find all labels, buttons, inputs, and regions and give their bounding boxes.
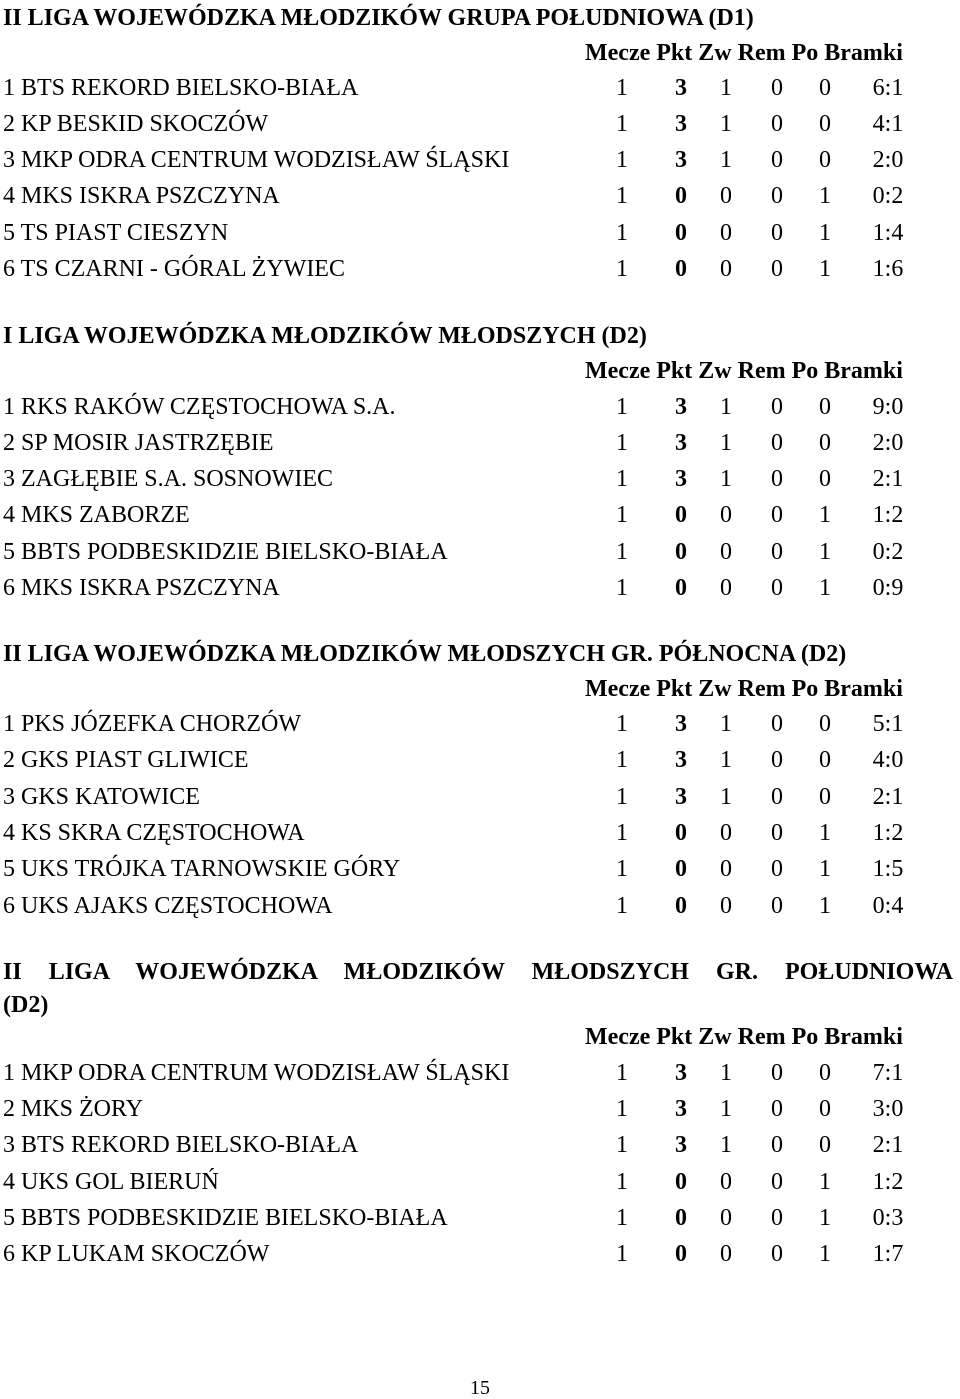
header-pkt: Pkt bbox=[656, 358, 693, 384]
rem-value: 0 bbox=[771, 256, 783, 282]
team-name: 6 UKS AJAKS CZĘSTOCHOWA bbox=[3, 893, 333, 919]
zw-value: 1 bbox=[720, 75, 732, 101]
rem-value: 0 bbox=[771, 147, 783, 173]
bramki-value: 0:3 bbox=[872, 1205, 904, 1231]
header-zw: Zw bbox=[698, 1024, 732, 1050]
team-name: 5 UKS TRÓJKA TARNOWSKIE GÓRY bbox=[3, 856, 401, 882]
team-name: 1 PKS JÓZEFKA CHORZÓW bbox=[3, 711, 302, 737]
bramki-value: 4:0 bbox=[872, 747, 904, 773]
header-po: Po bbox=[791, 40, 819, 66]
bramki-value: 9:0 bbox=[872, 394, 904, 420]
zw-value: 0 bbox=[720, 1169, 732, 1195]
team-name: 3 ZAGŁĘBIE S.A. SOSNOWIEC bbox=[3, 466, 333, 492]
bramki-value: 5:1 bbox=[872, 711, 904, 737]
team-name: 2 GKS PIAST GLIWICE bbox=[3, 747, 249, 773]
rem-value: 0 bbox=[771, 856, 783, 882]
rem-value: 0 bbox=[771, 1096, 783, 1122]
mecze-value: 1 bbox=[616, 75, 628, 101]
mecze-value: 1 bbox=[616, 856, 628, 882]
header-mecze: Mecze bbox=[585, 358, 651, 384]
rem-value: 0 bbox=[771, 183, 783, 209]
po-value: 1 bbox=[819, 1169, 831, 1195]
pkt-value: 0 bbox=[675, 575, 687, 601]
pkt-value: 0 bbox=[675, 893, 687, 919]
rem-value: 0 bbox=[771, 711, 783, 737]
zw-value: 0 bbox=[720, 856, 732, 882]
zw-value: 0 bbox=[720, 183, 732, 209]
po-value: 0 bbox=[819, 147, 831, 173]
table-row bbox=[0, 145, 960, 181]
header-po: Po bbox=[791, 1024, 819, 1050]
zw-value: 1 bbox=[720, 430, 732, 456]
header-zw: Zw bbox=[698, 676, 732, 702]
header-zw: Zw bbox=[698, 40, 732, 66]
table-row bbox=[0, 1058, 960, 1094]
po-value: 0 bbox=[819, 784, 831, 810]
team-name: 5 TS PIAST CIESZYN bbox=[3, 220, 229, 246]
zw-value: 1 bbox=[720, 394, 732, 420]
bramki-value: 2:1 bbox=[872, 784, 904, 810]
header-rem: Rem bbox=[737, 1024, 786, 1050]
team-name: 1 RKS RAKÓW CZĘSTOCHOWA S.A. bbox=[3, 394, 396, 420]
bramki-value: 0:2 bbox=[872, 183, 904, 209]
po-value: 0 bbox=[819, 466, 831, 492]
table-row bbox=[0, 854, 960, 890]
po-value: 1 bbox=[819, 183, 831, 209]
mecze-value: 1 bbox=[616, 1096, 628, 1122]
column-headers bbox=[585, 356, 903, 387]
rem-value: 0 bbox=[771, 111, 783, 137]
mecze-value: 1 bbox=[616, 394, 628, 420]
mecze-value: 1 bbox=[616, 502, 628, 528]
table-row bbox=[0, 709, 960, 745]
league-title: II LIGA WOJEWÓDZKA MŁODZIKÓW MŁODSZYCH GR. POŁUDNIOWA bbox=[3, 959, 953, 985]
po-value: 0 bbox=[819, 1096, 831, 1122]
po-value: 1 bbox=[819, 502, 831, 528]
team-name: 1 BTS REKORD BIELSKO-BIAŁA bbox=[3, 75, 359, 101]
bramki-value: 6:1 bbox=[872, 75, 904, 101]
header-rem: Rem bbox=[737, 40, 786, 66]
zw-value: 1 bbox=[720, 1132, 732, 1158]
pkt-value: 3 bbox=[675, 147, 687, 173]
rem-value: 0 bbox=[771, 747, 783, 773]
table-row bbox=[0, 464, 960, 500]
team-name: 2 KP BESKID SKOCZÓW bbox=[3, 111, 269, 137]
team-name: 6 KP LUKAM SKOCZÓW bbox=[3, 1241, 270, 1267]
column-headers bbox=[585, 38, 903, 69]
rem-value: 0 bbox=[771, 893, 783, 919]
rem-value: 0 bbox=[771, 575, 783, 601]
rem-value: 0 bbox=[771, 466, 783, 492]
header-rem: Rem bbox=[737, 676, 786, 702]
bramki-value: 1:2 bbox=[872, 502, 904, 528]
zw-value: 0 bbox=[720, 256, 732, 282]
team-name: 2 SP MOSIR JASTRZĘBIE bbox=[3, 430, 274, 456]
team-name: 6 MKS ISKRA PSZCZYNA bbox=[3, 575, 280, 601]
bramki-value: 2:0 bbox=[872, 147, 904, 173]
rem-value: 0 bbox=[771, 1132, 783, 1158]
header-bramki: Bramki bbox=[824, 1024, 903, 1050]
rem-value: 0 bbox=[771, 1241, 783, 1267]
zw-value: 1 bbox=[720, 711, 732, 737]
rem-value: 0 bbox=[771, 75, 783, 101]
pkt-value: 0 bbox=[675, 183, 687, 209]
mecze-value: 1 bbox=[616, 1241, 628, 1267]
po-value: 0 bbox=[819, 1132, 831, 1158]
rem-value: 0 bbox=[771, 430, 783, 456]
pkt-value: 3 bbox=[675, 394, 687, 420]
bramki-value: 7:1 bbox=[872, 1060, 904, 1086]
header-pkt: Pkt bbox=[656, 40, 693, 66]
zw-value: 0 bbox=[720, 502, 732, 528]
zw-value: 0 bbox=[720, 220, 732, 246]
po-value: 0 bbox=[819, 75, 831, 101]
column-headers bbox=[585, 674, 903, 705]
header-pkt: Pkt bbox=[656, 1024, 693, 1050]
po-value: 1 bbox=[819, 893, 831, 919]
mecze-value: 1 bbox=[616, 1169, 628, 1195]
bramki-value: 3:0 bbox=[872, 1096, 904, 1122]
po-value: 1 bbox=[819, 820, 831, 846]
column-headers bbox=[585, 1022, 903, 1053]
header-mecze: Mecze bbox=[585, 40, 651, 66]
rem-value: 0 bbox=[771, 1169, 783, 1195]
team-name: 3 GKS KATOWICE bbox=[3, 784, 200, 810]
pkt-value: 3 bbox=[675, 1132, 687, 1158]
mecze-value: 1 bbox=[616, 747, 628, 773]
mecze-value: 1 bbox=[616, 539, 628, 565]
pkt-value: 0 bbox=[675, 502, 687, 528]
table-row bbox=[0, 254, 960, 290]
league-title: II LIGA WOJEWÓDZKA MŁODZIKÓW GRUPA POŁUDNIOWA (D1) bbox=[3, 5, 754, 31]
bramki-value: 1:6 bbox=[872, 256, 904, 282]
zw-value: 0 bbox=[720, 893, 732, 919]
team-name: 5 BBTS PODBESKIDZIE BIELSKO-BIAŁA bbox=[3, 1205, 448, 1231]
team-name: 5 BBTS PODBESKIDZIE BIELSKO-BIAŁA bbox=[3, 539, 448, 565]
header-po: Po bbox=[791, 676, 819, 702]
zw-value: 1 bbox=[720, 111, 732, 137]
pkt-value: 0 bbox=[675, 1241, 687, 1267]
header-po: Po bbox=[791, 358, 819, 384]
bramki-value: 1:5 bbox=[872, 856, 904, 882]
zw-value: 0 bbox=[720, 820, 732, 846]
po-value: 0 bbox=[819, 1060, 831, 1086]
pkt-value: 0 bbox=[675, 220, 687, 246]
pkt-value: 0 bbox=[675, 539, 687, 565]
mecze-value: 1 bbox=[616, 820, 628, 846]
table-row bbox=[0, 537, 960, 573]
page-number: 15 bbox=[470, 1377, 490, 1399]
table-row bbox=[0, 1167, 960, 1203]
team-name: 6 TS CZARNI - GÓRAL ŻYWIEC bbox=[3, 256, 345, 282]
pkt-value: 3 bbox=[675, 784, 687, 810]
table-row bbox=[0, 109, 960, 145]
zw-value: 1 bbox=[720, 1060, 732, 1086]
header-zw: Zw bbox=[698, 358, 732, 384]
table-row bbox=[0, 573, 960, 609]
rem-value: 0 bbox=[771, 1060, 783, 1086]
pkt-value: 3 bbox=[675, 1096, 687, 1122]
mecze-value: 1 bbox=[616, 575, 628, 601]
bramki-value: 2:1 bbox=[872, 1132, 904, 1158]
po-value: 0 bbox=[819, 111, 831, 137]
table-row bbox=[0, 181, 960, 217]
po-value: 0 bbox=[819, 394, 831, 420]
zw-value: 0 bbox=[720, 1205, 732, 1231]
mecze-value: 1 bbox=[616, 147, 628, 173]
pkt-value: 3 bbox=[675, 111, 687, 137]
zw-value: 1 bbox=[720, 747, 732, 773]
mecze-value: 1 bbox=[616, 256, 628, 282]
team-name: 1 MKP ODRA CENTRUM WODZISŁAW ŚLĄSKI bbox=[3, 1060, 510, 1086]
pkt-value: 0 bbox=[675, 1205, 687, 1231]
mecze-value: 1 bbox=[616, 1060, 628, 1086]
table-row bbox=[0, 73, 960, 109]
pkt-value: 3 bbox=[675, 430, 687, 456]
pkt-value: 0 bbox=[675, 856, 687, 882]
pkt-value: 3 bbox=[675, 466, 687, 492]
pkt-value: 0 bbox=[675, 1169, 687, 1195]
bramki-value: 4:1 bbox=[872, 111, 904, 137]
table-row bbox=[0, 782, 960, 818]
rem-value: 0 bbox=[771, 784, 783, 810]
header-bramki: Bramki bbox=[824, 358, 903, 384]
rem-value: 0 bbox=[771, 502, 783, 528]
table-row bbox=[0, 1130, 960, 1166]
mecze-value: 1 bbox=[616, 220, 628, 246]
bramki-value: 1:2 bbox=[872, 1169, 904, 1195]
table-row bbox=[0, 500, 960, 536]
po-value: 1 bbox=[819, 256, 831, 282]
header-rem: Rem bbox=[737, 358, 786, 384]
rem-value: 0 bbox=[771, 820, 783, 846]
zw-value: 1 bbox=[720, 466, 732, 492]
pkt-value: 3 bbox=[675, 1060, 687, 1086]
league-title-continuation: (D2) bbox=[3, 992, 49, 1018]
bramki-value: 1:2 bbox=[872, 820, 904, 846]
mecze-value: 1 bbox=[616, 711, 628, 737]
header-bramki: Bramki bbox=[824, 40, 903, 66]
zw-value: 0 bbox=[720, 539, 732, 565]
table-row bbox=[0, 218, 960, 254]
po-value: 0 bbox=[819, 747, 831, 773]
mecze-value: 1 bbox=[616, 430, 628, 456]
mecze-value: 1 bbox=[616, 1132, 628, 1158]
zw-value: 0 bbox=[720, 575, 732, 601]
mecze-value: 1 bbox=[616, 784, 628, 810]
header-pkt: Pkt bbox=[656, 676, 693, 702]
league-title: II LIGA WOJEWÓDZKA MŁODZIKÓW MŁODSZYCH GR. PÓŁNOCNA (D2) bbox=[3, 641, 847, 667]
team-name: 4 KS SKRA CZĘSTOCHOWA bbox=[3, 820, 305, 846]
bramki-value: 0:4 bbox=[872, 893, 904, 919]
rem-value: 0 bbox=[771, 1205, 783, 1231]
pkt-value: 0 bbox=[675, 820, 687, 846]
team-name: 4 MKS ZABORZE bbox=[3, 502, 190, 528]
po-value: 1 bbox=[819, 1241, 831, 1267]
mecze-value: 1 bbox=[616, 111, 628, 137]
header-mecze: Mecze bbox=[585, 1024, 651, 1050]
table-row bbox=[0, 392, 960, 428]
table-row bbox=[0, 1239, 960, 1275]
team-name: 4 MKS ISKRA PSZCZYNA bbox=[3, 183, 280, 209]
header-bramki: Bramki bbox=[824, 676, 903, 702]
po-value: 0 bbox=[819, 711, 831, 737]
zw-value: 1 bbox=[720, 147, 732, 173]
rem-value: 0 bbox=[771, 394, 783, 420]
rem-value: 0 bbox=[771, 220, 783, 246]
po-value: 0 bbox=[819, 430, 831, 456]
table-row bbox=[0, 745, 960, 781]
table-row bbox=[0, 1203, 960, 1239]
bramki-value: 2:0 bbox=[872, 430, 904, 456]
table-row bbox=[0, 818, 960, 854]
team-name: 4 UKS GOL BIERUŃ bbox=[3, 1169, 219, 1195]
team-name: 3 BTS REKORD BIELSKO-BIAŁA bbox=[3, 1132, 359, 1158]
bramki-value: 2:1 bbox=[872, 466, 904, 492]
team-name: 3 MKP ODRA CENTRUM WODZISŁAW ŚLĄSKI bbox=[3, 147, 510, 173]
table-row bbox=[0, 891, 960, 927]
po-value: 1 bbox=[819, 220, 831, 246]
mecze-value: 1 bbox=[616, 1205, 628, 1231]
pkt-value: 3 bbox=[675, 75, 687, 101]
po-value: 1 bbox=[819, 1205, 831, 1231]
bramki-value: 1:7 bbox=[872, 1241, 904, 1267]
team-name: 2 MKS ŻORY bbox=[3, 1096, 144, 1122]
rem-value: 0 bbox=[771, 539, 783, 565]
zw-value: 1 bbox=[720, 784, 732, 810]
bramki-value: 0:9 bbox=[872, 575, 904, 601]
mecze-value: 1 bbox=[616, 466, 628, 492]
mecze-value: 1 bbox=[616, 183, 628, 209]
pkt-value: 3 bbox=[675, 747, 687, 773]
pkt-value: 3 bbox=[675, 711, 687, 737]
league-title: I LIGA WOJEWÓDZKA MŁODZIKÓW MŁODSZYCH (D2) bbox=[3, 323, 647, 349]
po-value: 1 bbox=[819, 575, 831, 601]
mecze-value: 1 bbox=[616, 893, 628, 919]
zw-value: 0 bbox=[720, 1241, 732, 1267]
table-row bbox=[0, 428, 960, 464]
po-value: 1 bbox=[819, 856, 831, 882]
pkt-value: 0 bbox=[675, 256, 687, 282]
header-mecze: Mecze bbox=[585, 676, 651, 702]
po-value: 1 bbox=[819, 539, 831, 565]
table-row bbox=[0, 1094, 960, 1130]
zw-value: 1 bbox=[720, 1096, 732, 1122]
bramki-value: 1:4 bbox=[872, 220, 904, 246]
bramki-value: 0:2 bbox=[872, 539, 904, 565]
